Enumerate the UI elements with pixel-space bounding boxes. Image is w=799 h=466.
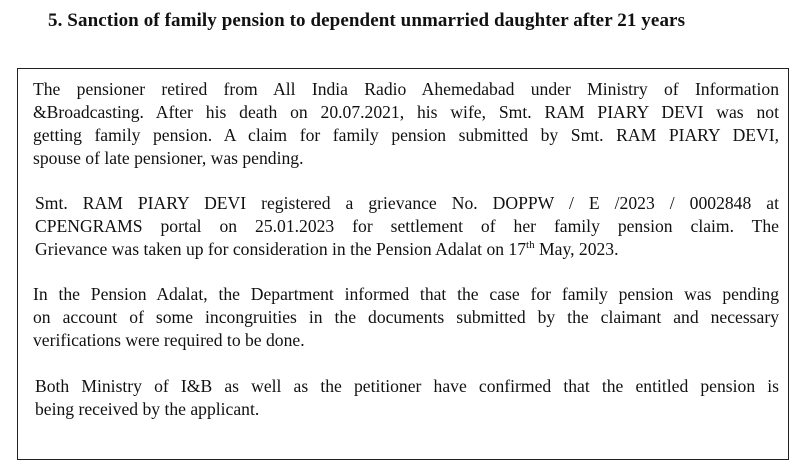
text-fragment: Grievance was taken up for consideration in the Pension Adalat on 17 bbox=[35, 239, 527, 259]
text-line: In the Pension Adalat, the Department informed that the case for family pension was pending bbox=[33, 284, 779, 304]
text-line: CPENGRAMS portal on 25.01.2023 for settlement of her family pension claim. The bbox=[35, 216, 779, 236]
paragraph-background bbox=[33, 78, 779, 170]
text-line: getting family pension. A claim for family pension submitted by Smt. RAM PIARY DEVI, bbox=[33, 125, 779, 145]
text-line: Both Ministry of I&B as well as the petitioner have confirmed that the entitled pension is bbox=[35, 376, 779, 396]
text-line: The pensioner retired from All India Radio Ahemedabad under Ministry of Information bbox=[33, 79, 779, 99]
text-line: &Broadcasting. After his death on 20.07.2021, his wife, Smt. RAM PIARY DEVI was not bbox=[33, 102, 779, 122]
text-line: Smt. RAM PIARY DEVI registered a grievance No. DOPPW / E /2023 / 0002848 at bbox=[35, 193, 779, 213]
text-fragment: May, 2023. bbox=[534, 239, 619, 259]
paragraph-adalat bbox=[33, 283, 779, 352]
ordinal-suffix: th bbox=[526, 239, 535, 252]
paragraph-outcome bbox=[35, 375, 779, 421]
section-heading: 5. Sanction of family pension to dependent unmarried daughter after 21 years bbox=[48, 10, 686, 31]
paragraph-grievance bbox=[35, 192, 779, 261]
text-line: spouse of late pensioner, was pending. bbox=[33, 148, 304, 168]
text-line: verifications were required to be done. bbox=[33, 330, 305, 350]
text-line: on account of some incongruities in the documents submitted by the claimant and necessary bbox=[33, 307, 779, 327]
text-line bbox=[35, 238, 779, 261]
text-line: being received by the applicant. bbox=[35, 399, 260, 419]
case-details-box bbox=[17, 68, 789, 460]
